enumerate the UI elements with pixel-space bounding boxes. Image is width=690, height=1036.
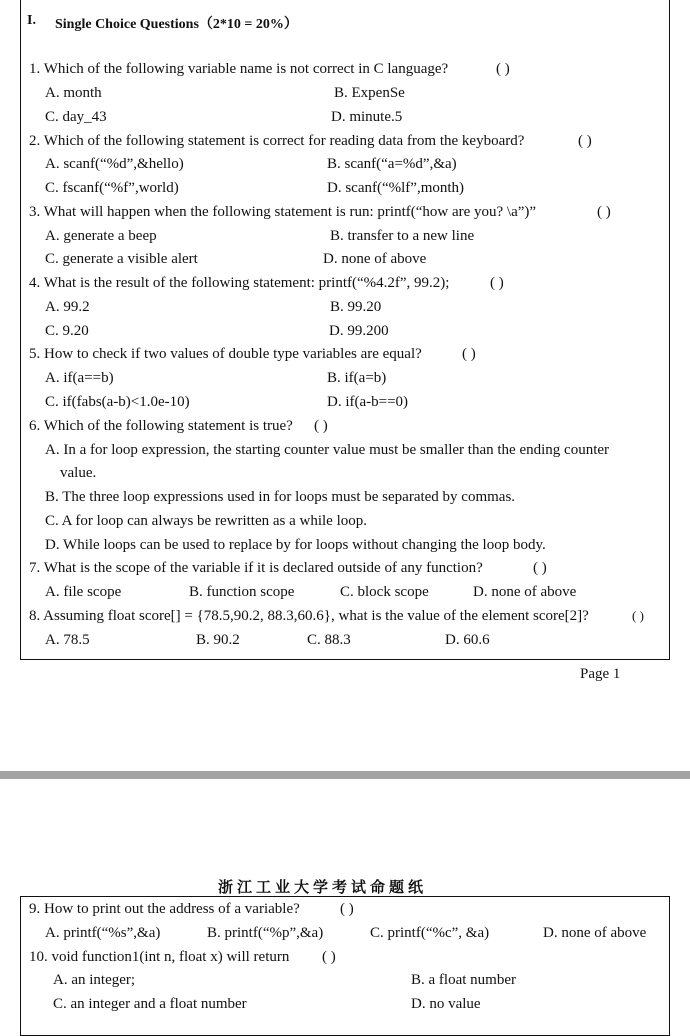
question-5-answer-blank: ( ) <box>462 346 476 362</box>
question-3-option-c: C. generate a visible alert <box>45 251 198 267</box>
question-8-option-c: C. 88.3 <box>307 632 351 648</box>
question-4-option-d: D. 99.200 <box>329 323 389 339</box>
question-3-option-d: D. none of above <box>323 251 427 267</box>
question-3-stem: 3. What will happen when the following statement is run: printf(“how are you? \a”)” <box>29 204 537 220</box>
question-3-option-a: A. generate a beep <box>45 228 157 244</box>
question-10-stem: 10. void function1(int n, float x) will return <box>29 949 290 965</box>
question-6-option-d: D. While loops can be used to replace by for loops without changing the loop body. <box>45 537 546 553</box>
question-7-answer-blank: ( ) <box>533 560 547 576</box>
question-8-stem: 8. Assuming float score[] = {78.5,90.2, 88.3,60.6}, what is the value of the element score[2]? <box>29 608 589 624</box>
question-3-option-b: B. transfer to a new line <box>330 228 475 244</box>
question-10-option-b: B. a float number <box>411 972 516 988</box>
question-9-option-b: B. printf(“%p”,&a) <box>207 925 324 941</box>
question-8-answer-blank: ( ) <box>632 608 644 623</box>
question-7-stem: 7. What is the scope of the variable if it is declared outside of any function? <box>29 560 483 576</box>
question-4-option-a: A. 99.2 <box>45 299 90 315</box>
question-7-option-c: C. block scope <box>340 584 429 600</box>
question-2-option-d: D. scanf(“%lf”,month) <box>327 180 465 196</box>
question-8-option-b: B. 90.2 <box>196 632 240 648</box>
page-number: Page 1 <box>580 666 621 682</box>
question-6-answer-blank: ( ) <box>314 418 328 434</box>
section-title: Single Choice Questions（2*10 = 20%） <box>55 17 298 32</box>
question-4-stem: 4. What is the result of the following statement: printf(“%4.2f”, 99.2); <box>29 275 450 291</box>
page-separator <box>0 771 690 779</box>
question-10-option-c: C. an integer and a float number <box>53 996 247 1012</box>
question-6-option-c: C. A for loop can always be rewritten as a while loop. <box>45 513 368 529</box>
question-5-stem: 5. How to check if two values of double type variables are equal? <box>29 346 422 362</box>
question-3-answer-blank: ( ) <box>597 204 611 220</box>
question-1-stem: 1. Which of the following variable name is not correct in C language? <box>29 61 449 77</box>
question-6-option-a-continued: value. <box>60 465 97 481</box>
question-6-option-a: A. In a for loop expression, the starting counter value must be smaller than the ending counter <box>45 442 610 458</box>
question-8-option-d: D. 60.6 <box>445 632 490 648</box>
question-7-option-a: A. file scope <box>45 584 122 600</box>
question-10-option-d: D. no value <box>411 996 481 1012</box>
question-4-option-b: B. 99.20 <box>330 299 382 315</box>
question-9-option-c: C. printf(“%c”, &a) <box>370 925 490 941</box>
question-9-option-d: D. none of above <box>543 925 647 941</box>
question-9-answer-blank: ( ) <box>340 901 354 917</box>
question-6-stem: 6. Which of the following statement is true? <box>29 418 293 434</box>
question-10-answer-blank: ( ) <box>322 949 336 965</box>
question-1-option-b: B. ExpenSe <box>334 85 405 101</box>
question-6-option-b: B. The three loop expressions used in for loops must be separated by commas. <box>45 489 516 505</box>
exam-paper-header: 浙江工业大学考试命题纸 <box>218 878 428 896</box>
question-2-option-a: A. scanf(“%d”,&hello) <box>45 156 184 172</box>
question-5-option-a: A. if(a==b) <box>45 370 114 386</box>
question-10-option-a: A. an integer; <box>53 972 136 988</box>
question-1-answer-blank: ( ) <box>496 61 510 77</box>
question-1-option-c: C. day_43 <box>45 109 107 125</box>
question-4-option-c: C. 9.20 <box>45 323 89 339</box>
question-2-option-c: C. fscanf(“%f”,world) <box>45 180 179 196</box>
question-5-option-d: D. if(a-b==0) <box>327 394 409 410</box>
question-7-option-d: D. none of above <box>473 584 577 600</box>
question-1-option-a: A. month <box>45 85 102 101</box>
question-4-answer-blank: ( ) <box>490 275 504 291</box>
question-2-answer-blank: ( ) <box>578 133 592 149</box>
question-1-option-d: D. minute.5 <box>331 109 403 125</box>
question-9-option-a: A. printf(“%s”,&a) <box>45 925 161 941</box>
question-2-stem: 2. Which of the following statement is correct for reading data from the keyboard? <box>29 133 525 149</box>
question-8-option-a: A. 78.5 <box>45 632 90 648</box>
question-2-option-b: B. scanf(“a=%d”,&a) <box>327 156 457 172</box>
question-7-option-b: B. function scope <box>189 584 295 600</box>
question-5-option-c: C. if(fabs(a-b)<1.0e-10) <box>45 394 190 410</box>
question-9-stem: 9. How to print out the address of a variable? <box>29 901 300 917</box>
question-5-option-b: B. if(a=b) <box>327 370 387 386</box>
section-number: I. <box>27 13 36 28</box>
